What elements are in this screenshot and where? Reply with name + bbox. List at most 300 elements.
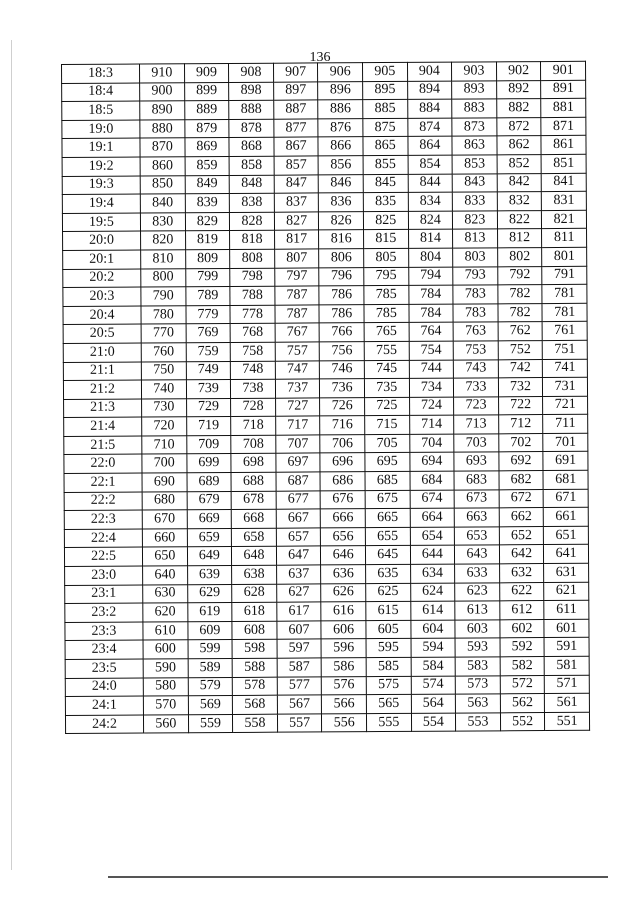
value-cell: 817 bbox=[274, 230, 319, 249]
value-cell: 577 bbox=[277, 677, 322, 696]
value-cell: 750 bbox=[141, 361, 186, 380]
value-cell: 607 bbox=[277, 621, 322, 640]
value-cell: 626 bbox=[321, 583, 366, 602]
value-cell: 782 bbox=[498, 303, 543, 322]
value-cell: 701 bbox=[543, 433, 588, 452]
value-cell: 708 bbox=[231, 435, 276, 454]
time-cell: 21:5 bbox=[64, 436, 142, 455]
value-cell: 785 bbox=[364, 286, 409, 305]
value-cell: 697 bbox=[276, 453, 321, 472]
value-cell: 713 bbox=[454, 415, 499, 434]
time-cell: 19:0 bbox=[62, 120, 140, 139]
value-cell: 870 bbox=[140, 138, 185, 157]
value-cell: 826 bbox=[319, 211, 364, 230]
value-cell: 647 bbox=[276, 546, 321, 565]
value-cell: 679 bbox=[187, 491, 232, 510]
value-cell: 851 bbox=[541, 154, 586, 173]
value-cell: 779 bbox=[186, 305, 231, 324]
value-cell: 609 bbox=[188, 621, 233, 640]
value-cell: 568 bbox=[233, 695, 278, 714]
value-cell: 880 bbox=[140, 120, 185, 139]
value-cell: 732 bbox=[498, 378, 543, 397]
time-cell: 21:2 bbox=[63, 380, 141, 399]
value-cell: 856 bbox=[318, 156, 363, 175]
value-cell: 787 bbox=[275, 286, 320, 305]
time-cell: 20:1 bbox=[63, 250, 141, 269]
value-cell: 590 bbox=[143, 659, 188, 678]
time-cell: 21:4 bbox=[64, 417, 142, 436]
value-cell: 720 bbox=[142, 417, 187, 436]
value-cell: 625 bbox=[366, 583, 411, 602]
value-cell: 823 bbox=[453, 211, 498, 230]
value-cell: 769 bbox=[186, 324, 231, 343]
time-cell: 21:3 bbox=[64, 399, 142, 418]
value-cell: 615 bbox=[366, 602, 411, 621]
scan-edge-line bbox=[11, 40, 12, 870]
value-cell: 767 bbox=[275, 323, 320, 342]
value-cell: 805 bbox=[364, 248, 409, 267]
value-cell: 576 bbox=[322, 676, 367, 695]
value-cell: 570 bbox=[143, 696, 188, 715]
value-cell: 806 bbox=[319, 249, 364, 268]
value-cell: 637 bbox=[276, 565, 321, 584]
value-cell: 670 bbox=[142, 510, 187, 529]
value-cell: 761 bbox=[542, 322, 587, 341]
value-cell: 723 bbox=[454, 397, 499, 416]
value-cell: 738 bbox=[231, 379, 276, 398]
value-cell: 610 bbox=[143, 622, 188, 641]
value-cell: 709 bbox=[186, 435, 231, 454]
value-cell: 681 bbox=[543, 470, 588, 489]
value-cell: 667 bbox=[276, 509, 321, 528]
value-cell: 909 bbox=[184, 63, 229, 82]
value-cell: 619 bbox=[187, 603, 232, 622]
value-cell: 696 bbox=[320, 453, 365, 472]
value-cell: 572 bbox=[500, 675, 545, 694]
value-cell: 593 bbox=[455, 638, 500, 657]
value-cell: 611 bbox=[544, 601, 589, 620]
value-cell: 893 bbox=[452, 80, 497, 99]
value-cell: 722 bbox=[498, 396, 543, 415]
time-cell: 18:5 bbox=[62, 101, 140, 120]
value-cell: 620 bbox=[143, 603, 188, 622]
time-cell: 19:4 bbox=[62, 194, 140, 213]
value-cell: 622 bbox=[499, 582, 544, 601]
value-cell: 803 bbox=[453, 248, 498, 267]
value-cell: 759 bbox=[186, 342, 231, 361]
value-cell: 571 bbox=[545, 675, 590, 694]
value-cell: 762 bbox=[498, 322, 543, 341]
value-cell: 765 bbox=[364, 323, 409, 342]
time-cell: 21:0 bbox=[63, 343, 141, 362]
time-cell: 22:5 bbox=[64, 547, 142, 566]
value-cell: 784 bbox=[408, 285, 453, 304]
value-cell: 734 bbox=[409, 378, 454, 397]
value-cell: 869 bbox=[185, 138, 230, 157]
value-cell: 579 bbox=[188, 677, 233, 696]
value-cell: 704 bbox=[409, 434, 454, 453]
value-cell: 707 bbox=[276, 435, 321, 454]
value-cell: 797 bbox=[275, 267, 320, 286]
value-cell: 846 bbox=[319, 174, 364, 193]
value-cell: 587 bbox=[277, 658, 322, 677]
value-cell: 878 bbox=[229, 119, 274, 138]
value-cell: 819 bbox=[185, 231, 230, 250]
value-cell: 680 bbox=[142, 491, 187, 510]
value-cell: 756 bbox=[320, 342, 365, 361]
value-cell: 668 bbox=[231, 509, 276, 528]
value-cell: 858 bbox=[229, 156, 274, 175]
value-cell: 904 bbox=[407, 62, 452, 81]
value-cell: 553 bbox=[456, 713, 501, 732]
value-cell: 618 bbox=[232, 602, 277, 621]
value-cell: 793 bbox=[453, 266, 498, 285]
value-cell: 669 bbox=[187, 510, 232, 529]
value-cell: 787 bbox=[275, 305, 320, 324]
value-cell: 865 bbox=[363, 137, 408, 156]
value-cell: 789 bbox=[185, 287, 230, 306]
value-cell: 678 bbox=[231, 491, 276, 510]
value-cell: 804 bbox=[408, 248, 453, 267]
value-cell: 747 bbox=[275, 360, 320, 379]
value-cell: 601 bbox=[544, 619, 589, 638]
value-cell: 628 bbox=[232, 584, 277, 603]
value-cell: 569 bbox=[188, 696, 233, 715]
value-cell: 581 bbox=[544, 656, 589, 675]
value-cell: 854 bbox=[408, 155, 453, 174]
value-cell: 591 bbox=[544, 638, 589, 657]
value-cell: 684 bbox=[410, 471, 455, 490]
value-cell: 606 bbox=[321, 620, 366, 639]
value-cell: 646 bbox=[321, 546, 366, 565]
value-cell: 716 bbox=[320, 416, 365, 435]
value-cell: 702 bbox=[499, 433, 544, 452]
value-cell: 559 bbox=[188, 714, 233, 733]
value-cell: 736 bbox=[320, 379, 365, 398]
value-cell: 770 bbox=[141, 324, 186, 343]
value-cell: 597 bbox=[277, 639, 322, 658]
time-cell: 24:2 bbox=[65, 715, 143, 734]
value-cell: 820 bbox=[141, 231, 186, 250]
value-cell: 875 bbox=[363, 118, 408, 137]
value-cell: 634 bbox=[410, 564, 455, 583]
value-cell: 839 bbox=[185, 194, 230, 213]
value-cell: 690 bbox=[142, 473, 187, 492]
value-cell: 604 bbox=[410, 620, 455, 639]
value-cell: 825 bbox=[363, 211, 408, 230]
value-cell: 882 bbox=[496, 99, 541, 118]
value-cell: 861 bbox=[541, 136, 586, 155]
value-cell: 802 bbox=[497, 248, 542, 267]
value-cell: 867 bbox=[274, 137, 319, 156]
time-cell: 18:4 bbox=[62, 83, 140, 102]
value-cell: 760 bbox=[141, 343, 186, 362]
value-cell: 562 bbox=[500, 694, 545, 713]
value-cell: 790 bbox=[141, 287, 186, 306]
value-cell: 794 bbox=[408, 267, 453, 286]
value-cell: 551 bbox=[545, 712, 590, 731]
time-cell: 20:5 bbox=[63, 324, 141, 343]
value-cell: 600 bbox=[143, 640, 188, 659]
value-cell: 898 bbox=[229, 82, 274, 101]
value-cell: 695 bbox=[365, 453, 410, 472]
value-cell: 855 bbox=[363, 155, 408, 174]
value-cell: 578 bbox=[232, 677, 277, 696]
value-cell: 688 bbox=[231, 472, 276, 491]
value-cell: 645 bbox=[365, 546, 410, 565]
value-cell: 850 bbox=[140, 175, 185, 194]
value-cell: 694 bbox=[409, 453, 454, 472]
value-cell: 715 bbox=[365, 416, 410, 435]
value-cell: 763 bbox=[453, 322, 498, 341]
value-cell: 890 bbox=[140, 101, 185, 120]
value-cell: 658 bbox=[232, 528, 277, 547]
value-cell: 699 bbox=[186, 454, 231, 473]
value-cell: 687 bbox=[276, 472, 321, 491]
value-cell: 664 bbox=[410, 508, 455, 527]
value-cell: 783 bbox=[453, 285, 498, 304]
value-cell: 613 bbox=[455, 601, 500, 620]
value-cell: 683 bbox=[454, 471, 499, 490]
value-cell: 555 bbox=[366, 713, 411, 732]
value-cell: 842 bbox=[497, 173, 542, 192]
time-cell: 22:2 bbox=[64, 492, 142, 511]
value-cell: 847 bbox=[274, 174, 319, 193]
value-cell: 666 bbox=[321, 509, 366, 528]
value-cell: 799 bbox=[185, 268, 230, 287]
value-cell: 811 bbox=[542, 229, 587, 248]
value-cell: 841 bbox=[542, 173, 587, 192]
value-cell: 649 bbox=[187, 547, 232, 566]
value-cell: 809 bbox=[185, 249, 230, 268]
value-cell: 833 bbox=[452, 192, 497, 211]
value-cell: 892 bbox=[496, 80, 541, 99]
value-cell: 840 bbox=[140, 194, 185, 213]
value-cell: 718 bbox=[231, 416, 276, 435]
value-cell: 554 bbox=[411, 713, 456, 732]
value-cell: 659 bbox=[187, 528, 232, 547]
value-cell: 725 bbox=[365, 397, 410, 416]
value-cell: 796 bbox=[319, 267, 364, 286]
value-cell: 751 bbox=[543, 340, 588, 359]
value-cell: 614 bbox=[410, 601, 455, 620]
value-cell: 632 bbox=[499, 564, 544, 583]
value-cell: 801 bbox=[542, 247, 587, 266]
value-cell: 595 bbox=[366, 639, 411, 658]
value-cell: 908 bbox=[229, 63, 274, 82]
value-cell: 791 bbox=[542, 266, 587, 285]
value-cell: 860 bbox=[140, 157, 185, 176]
value-cell: 574 bbox=[411, 676, 456, 695]
time-cell: 22:1 bbox=[64, 473, 142, 492]
value-cell: 633 bbox=[455, 564, 500, 583]
value-cell: 832 bbox=[497, 192, 542, 211]
value-cell: 768 bbox=[230, 324, 275, 343]
value-cell: 641 bbox=[544, 545, 589, 564]
value-cell: 812 bbox=[497, 229, 542, 248]
value-cell: 737 bbox=[275, 379, 320, 398]
value-cell: 682 bbox=[499, 471, 544, 490]
value-cell: 792 bbox=[497, 266, 542, 285]
value-cell: 586 bbox=[322, 658, 367, 677]
value-cell: 677 bbox=[276, 491, 321, 510]
value-cell: 717 bbox=[275, 416, 320, 435]
value-cell: 566 bbox=[322, 695, 367, 714]
time-cell: 22:3 bbox=[64, 510, 142, 529]
value-cell: 866 bbox=[318, 137, 363, 156]
value-cell: 818 bbox=[230, 231, 275, 250]
time-cell: 19:5 bbox=[62, 213, 140, 232]
value-cell: 900 bbox=[140, 82, 185, 101]
value-cell: 644 bbox=[410, 546, 455, 565]
table-row bbox=[65, 712, 589, 734]
value-cell: 636 bbox=[321, 565, 366, 584]
value-cell: 630 bbox=[143, 584, 188, 603]
value-cell: 585 bbox=[366, 657, 411, 676]
value-cell: 565 bbox=[366, 695, 411, 714]
value-cell: 888 bbox=[229, 100, 274, 119]
value-cell: 896 bbox=[318, 81, 363, 100]
value-cell: 743 bbox=[453, 359, 498, 378]
value-cell: 602 bbox=[500, 619, 545, 638]
table-body bbox=[62, 61, 590, 734]
value-cell: 872 bbox=[497, 117, 542, 136]
value-cell: 808 bbox=[230, 249, 275, 268]
value-cell: 891 bbox=[541, 80, 586, 99]
value-cell: 605 bbox=[366, 620, 411, 639]
value-cell: 785 bbox=[364, 304, 409, 323]
value-cell: 662 bbox=[499, 508, 544, 527]
value-cell: 834 bbox=[408, 192, 453, 211]
value-cell: 739 bbox=[186, 380, 231, 399]
value-cell: 852 bbox=[497, 155, 542, 174]
value-cell: 786 bbox=[319, 304, 364, 323]
time-cell: 19:1 bbox=[62, 138, 140, 157]
time-cell: 23:4 bbox=[65, 640, 143, 659]
value-cell: 693 bbox=[454, 452, 499, 471]
time-cell: 23:2 bbox=[65, 603, 143, 622]
value-cell: 821 bbox=[542, 210, 587, 229]
value-cell: 889 bbox=[184, 101, 229, 120]
value-cell: 663 bbox=[454, 508, 499, 527]
value-cell: 910 bbox=[140, 64, 185, 83]
value-cell: 741 bbox=[543, 359, 588, 378]
value-cell: 648 bbox=[232, 547, 277, 566]
value-cell: 674 bbox=[410, 490, 455, 509]
value-cell: 752 bbox=[498, 340, 543, 359]
value-cell: 583 bbox=[455, 657, 500, 676]
value-cell: 835 bbox=[363, 193, 408, 212]
value-cell: 899 bbox=[184, 82, 229, 101]
value-cell: 675 bbox=[365, 490, 410, 509]
value-cell: 557 bbox=[277, 714, 322, 733]
value-cell: 671 bbox=[543, 489, 588, 508]
value-cell: 731 bbox=[543, 377, 588, 396]
value-cell: 726 bbox=[320, 397, 365, 416]
value-cell: 754 bbox=[409, 341, 454, 360]
value-cell: 689 bbox=[187, 473, 232, 492]
value-cell: 714 bbox=[409, 415, 454, 434]
value-cell: 676 bbox=[320, 490, 365, 509]
value-cell: 650 bbox=[142, 547, 187, 566]
value-cell: 781 bbox=[542, 284, 587, 303]
value-cell: 884 bbox=[407, 99, 452, 118]
time-cell: 20:0 bbox=[63, 231, 141, 250]
time-cell: 19:2 bbox=[62, 157, 140, 176]
bottom-rule bbox=[108, 876, 608, 878]
value-cell: 627 bbox=[276, 584, 321, 603]
value-cell: 638 bbox=[232, 565, 277, 584]
value-cell: 815 bbox=[363, 230, 408, 249]
value-cell: 686 bbox=[320, 472, 365, 491]
value-cell: 883 bbox=[452, 99, 497, 118]
value-cell: 608 bbox=[232, 621, 277, 640]
time-cell: 18:3 bbox=[62, 64, 140, 83]
value-cell: 703 bbox=[454, 434, 499, 453]
value-cell: 800 bbox=[141, 268, 186, 287]
value-cell: 885 bbox=[363, 100, 408, 119]
value-cell: 873 bbox=[452, 118, 497, 137]
value-cell: 580 bbox=[143, 677, 188, 696]
value-cell: 653 bbox=[454, 527, 499, 546]
value-cell: 560 bbox=[143, 715, 188, 734]
time-cell: 24:1 bbox=[65, 696, 143, 715]
value-cell: 907 bbox=[273, 63, 318, 82]
value-cell: 729 bbox=[186, 398, 231, 417]
value-cell: 599 bbox=[188, 640, 233, 659]
value-cell: 733 bbox=[454, 378, 499, 397]
value-cell: 575 bbox=[366, 676, 411, 695]
value-cell: 624 bbox=[410, 583, 455, 602]
value-cell: 660 bbox=[142, 529, 187, 548]
value-cell: 836 bbox=[319, 193, 364, 212]
value-cell: 758 bbox=[230, 342, 275, 361]
value-cell: 573 bbox=[455, 675, 500, 694]
value-cell: 623 bbox=[455, 582, 500, 601]
value-cell: 598 bbox=[232, 640, 277, 659]
time-cell: 22:0 bbox=[64, 454, 142, 473]
value-cell: 881 bbox=[541, 98, 586, 117]
score-table bbox=[61, 61, 590, 735]
value-cell: 863 bbox=[452, 136, 497, 155]
value-cell: 871 bbox=[541, 117, 586, 136]
value-cell: 857 bbox=[274, 156, 319, 175]
value-cell: 655 bbox=[365, 527, 410, 546]
value-cell: 886 bbox=[318, 100, 363, 119]
value-cell: 782 bbox=[498, 285, 543, 304]
value-cell: 685 bbox=[365, 471, 410, 490]
value-cell: 558 bbox=[233, 714, 278, 733]
value-cell: 902 bbox=[496, 62, 541, 81]
value-cell: 744 bbox=[409, 360, 454, 379]
value-cell: 757 bbox=[275, 342, 320, 361]
value-cell: 652 bbox=[499, 526, 544, 545]
value-cell: 596 bbox=[321, 639, 366, 658]
value-cell: 755 bbox=[364, 341, 409, 360]
value-cell: 781 bbox=[542, 303, 587, 322]
value-cell: 567 bbox=[277, 695, 322, 714]
value-cell: 727 bbox=[275, 398, 320, 417]
value-cell: 673 bbox=[454, 489, 499, 508]
value-cell: 748 bbox=[231, 361, 276, 380]
value-cell: 706 bbox=[320, 435, 365, 454]
value-cell: 616 bbox=[321, 602, 366, 621]
value-cell: 830 bbox=[140, 212, 185, 231]
value-cell: 795 bbox=[364, 267, 409, 286]
value-cell: 719 bbox=[186, 417, 231, 436]
value-cell: 612 bbox=[500, 601, 545, 620]
value-cell: 845 bbox=[363, 174, 408, 193]
